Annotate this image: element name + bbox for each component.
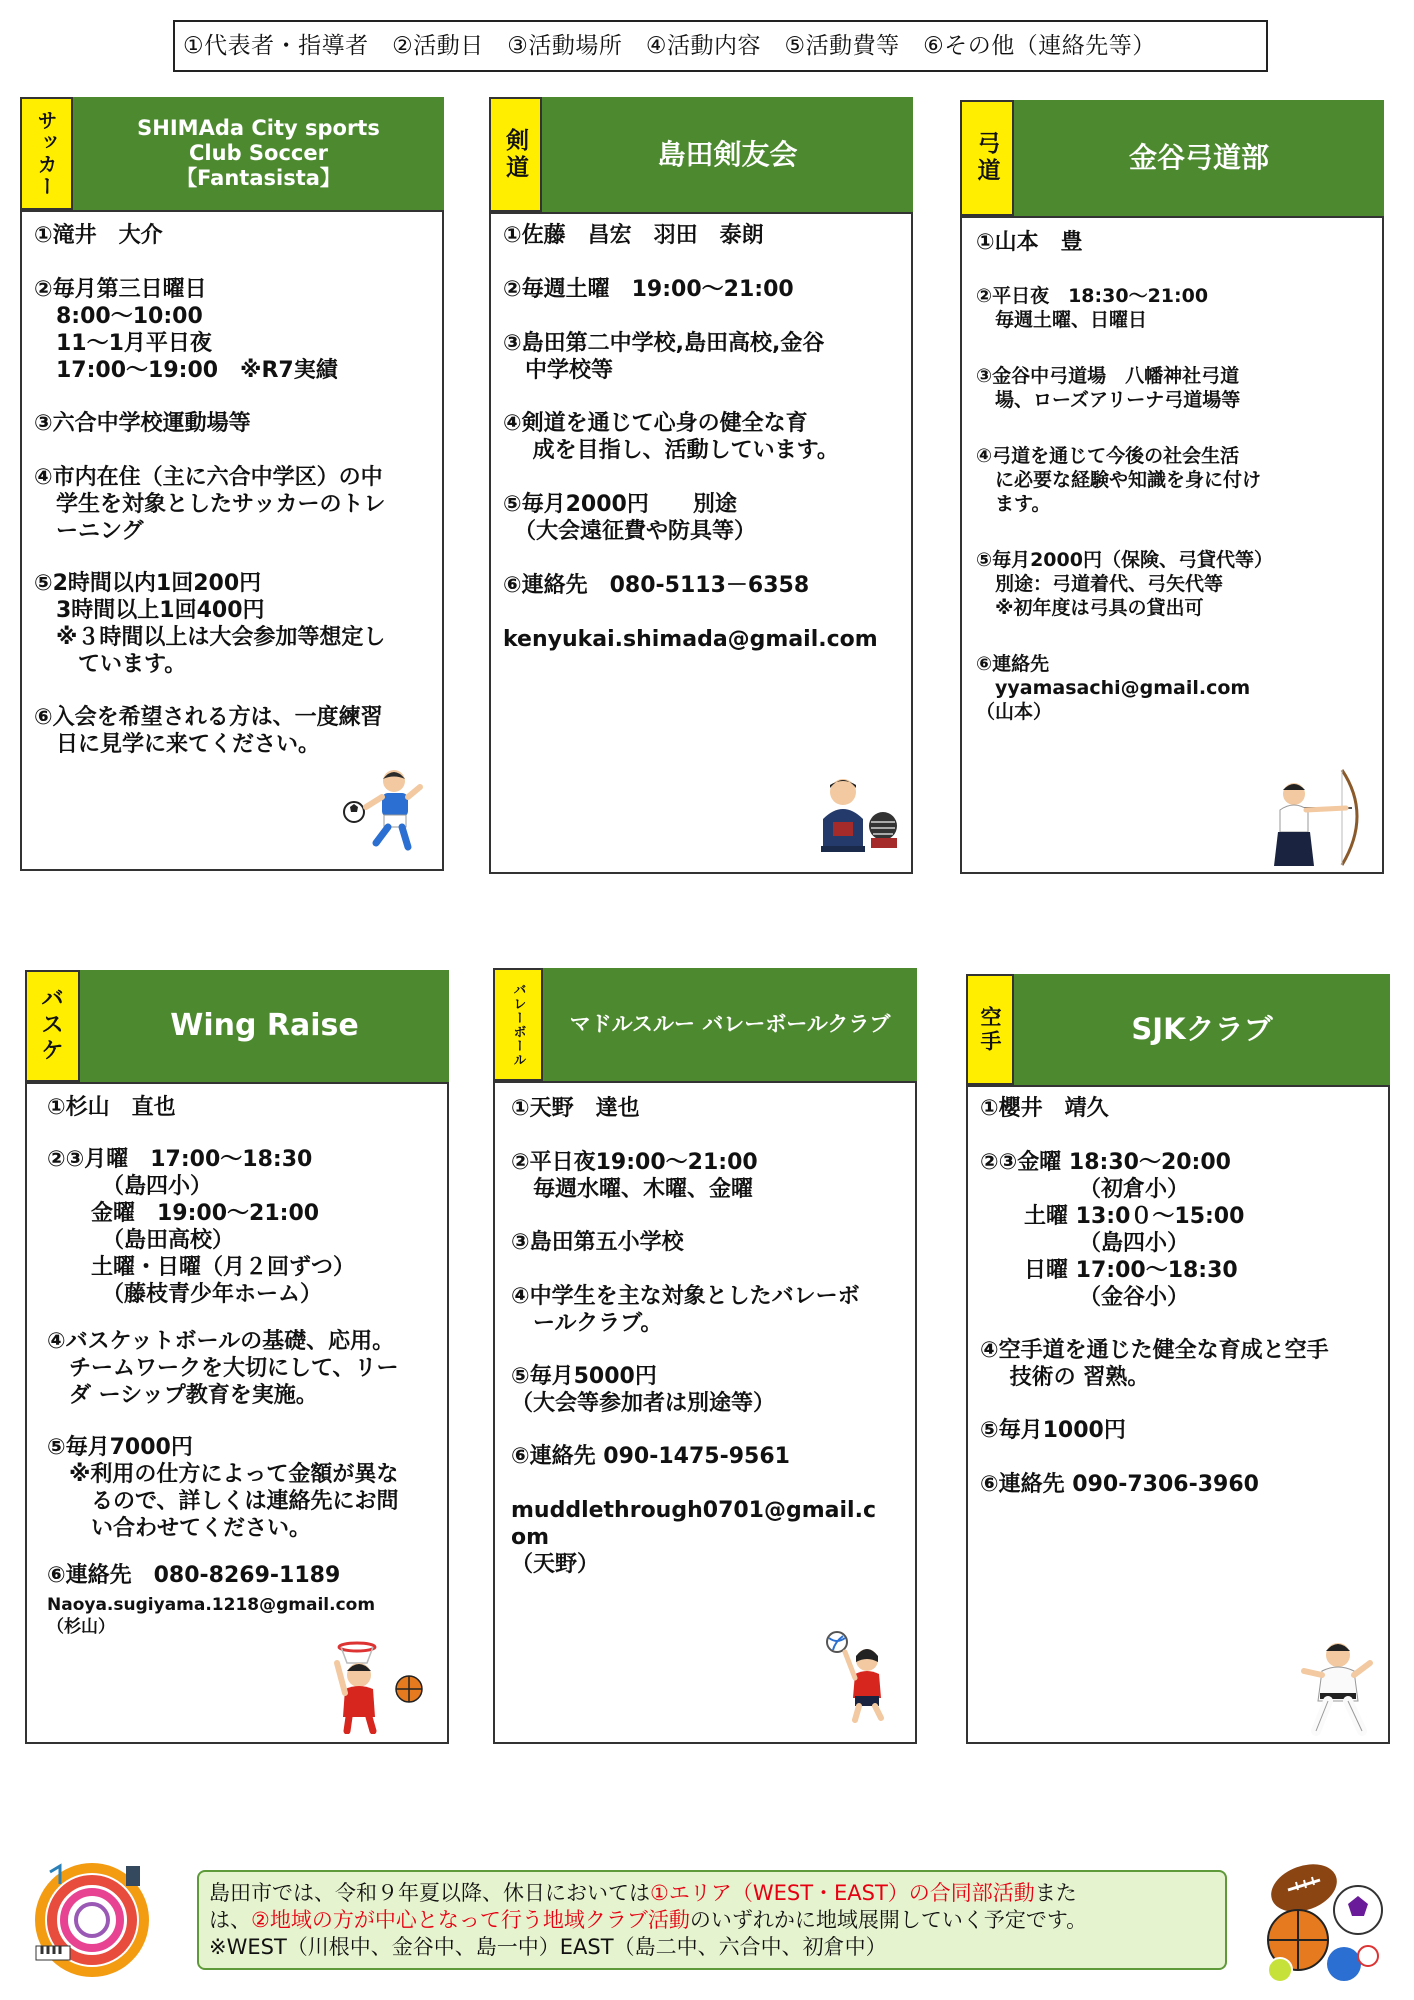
info-email: muddlethrough0701@gmail.c om （天野） [511,1498,876,1577]
info-contact: ⑥連絡先 090-7306-3960 [980,1472,1259,1497]
info-schedule: ②平日夜 18:30～21:00 毎週土曜、日曜日 [976,285,1209,331]
banner-line-3: ※WEST（川根中、金谷中、島一中）EAST（島二中、六合中、初倉中） [209,1935,887,1959]
info-representative: ①山本 豊 [976,230,1083,255]
club-title: 金谷弓道部 [1128,141,1269,175]
club-header [489,97,913,214]
legend-bar: ①代表者・指導者 ②活動日 ③活動場所 ④活動内容 ⑤活動費等 ⑥その他（連絡先等） [173,20,1268,72]
sport-tag: バスケ [25,970,80,1082]
basketball-player-icon [327,1639,427,1734]
info-place: ③六合中学校運動場等 [34,411,251,436]
club-title: Wing Raise [170,1008,359,1043]
info-fee: ⑤毎月2000円（保険、弓貸代等） 別途：弓道着代、弓矢代等 ※初年度は弓具の貸出可 [976,549,1273,619]
info-fee: ⑤毎月2000円 別途 （大会遠征費や防具等） [503,492,757,544]
info-schedule: ②毎月第三日曜日 8:00～10:00 11～1月平日夜 17:00～19:00 ※R7実績 [34,277,338,383]
info-representative: ①天野 達也 [511,1096,640,1121]
info-representative: ①佐藤 昌宏 羽田 泰朗 [503,223,764,248]
info-banner [197,1870,1227,1970]
info-other: ⑥入会を希望される方は、一度練習 日に見学に来てください。 [34,705,383,757]
club-card-soccer [20,97,444,871]
banner-text: のいずれかに地域展開していく予定です。 [689,1908,1088,1932]
info-fee: ⑤2時間以内1回200円 3時間以上1回400円 ※３時間以上は大会参加等想定し ています。 [34,571,386,677]
info-content: ④中学生を主な対象としたバレーボ ールクラブ。 [511,1284,860,1336]
banner-text: は、 [209,1908,251,1932]
club-title: マドルスルー バレーボールクラブ [569,1011,891,1036]
banner-line-2 [209,1907,1215,1934]
info-place: ③島田第五小学校 [511,1230,684,1255]
club-card-volleyball [493,968,917,1744]
info-contact: ⑥連絡先 090-1475-9561 [511,1444,790,1469]
info-content: ④空手道を通じた健全な育成と空手 技術の 習熟。 [980,1338,1329,1390]
sport-tag: サッカー [20,97,73,210]
club-header [25,970,449,1084]
club-card-karate [966,974,1390,1744]
info-contact: ⑥連絡先 080-5113－6358 [503,573,810,598]
club-body [493,1081,917,1744]
banner-line-1 [209,1880,1215,1907]
sport-tag: 弓道 [960,100,1014,216]
banner-text: また [1034,1881,1077,1905]
sport-tag: 空手 [966,974,1014,1085]
club-body [25,1082,449,1744]
club-header [20,97,444,212]
club-card-kyudo [960,100,1384,874]
info-contact: ⑥連絡先 yyamasachi@gmail.com （山本） [976,653,1251,723]
info-email: Naoya.sugiyama.1218@gmail.com （杉山） [47,1595,376,1637]
soccer-player-icon [342,767,432,857]
info-content: ④弓道を通じて今後の社会生活 に必要な経験や知識を身に付け ます。 [976,445,1262,515]
info-schedule: ②③月曜 17:00～18:30 （島四小） 金曜 19:00～21:00 （島田高校） 土曜・日曜（月２回ずつ） （藤枝青少年ホーム） [47,1147,356,1307]
info-representative: ①滝井 大介 [34,223,163,248]
club-body [20,210,444,871]
info-content: ④剣道を通じて心身の健全な育 成を目指し、活動しています。 [503,411,839,463]
sport-tag: 剣道 [489,97,542,212]
club-card-kendo [489,97,913,874]
info-fee: ⑤毎月7000円 ※利用の仕方によって金額が異な るので、詳しくは連絡先にお問 い合わせてください。 [47,1435,399,1541]
info-email: kenyukai.shimada@gmail.com [503,627,878,652]
club-header [966,974,1390,1087]
info-content: ④市内在住（主に六合中学区）の中 学生を対象としたサッカーのトレ ーニング [34,465,386,544]
club-body [966,1085,1390,1744]
sports-balls-icon [1258,1860,1386,1985]
club-title: SJKクラブ [1131,1012,1273,1047]
info-schedule: ②③金曜 18:30～20:00 （初倉小） 土曜 13:0０～15:00 （島四小） 日曜 17:00～18:30 （金谷小） [980,1150,1245,1310]
club-title: 島田剣友会 [657,137,798,171]
club-header [493,968,917,1083]
sport-tag: バレーボール [493,968,543,1081]
volleyball-player-icon [825,1628,905,1723]
info-place: ③島田第二中学校,島田高校,金谷 中学校等 [503,331,825,383]
info-schedule: ②平日夜19:00～21:00 毎週水曜、木曜、金曜 [511,1150,758,1202]
music-sports-logo-icon [30,1858,155,1983]
info-schedule: ②毎週土曜 19:00～21:00 [503,277,794,302]
karate-player-icon [1298,1637,1378,1737]
club-body [489,212,913,874]
info-fee: ⑤毎月5000円 （大会等参加者は別途等） [511,1364,776,1416]
kendo-player-icon [813,774,903,854]
club-card-basketball [25,970,449,1744]
info-place: ③金谷中弓道場 八幡神社弓道 場、ローズアリーナ弓道場等 [976,365,1241,411]
club-body [960,216,1384,874]
info-contact: ⑥連絡先 080-8269-1189 [47,1563,341,1588]
archer-icon [1262,768,1372,868]
banner-text: 島田市では、令和９年夏以降、休日においては [209,1881,650,1905]
info-content: ④バスケットボールの基礎、応用。 チームワークを大切にして、リー ダ ーシップ教育を実施。 [47,1329,399,1408]
banner-highlight: ①エリア（WEST・EAST）の合同部活動 [650,1881,1035,1905]
banner-highlight: ②地域の方が中心となって行う地域クラブ活動 [251,1908,690,1932]
club-title: SHIMAda City sports Club Soccer 【Fantasista】 [137,115,380,191]
info-fee: ⑤毎月1000円 [980,1418,1126,1443]
info-representative: ①杉山 直也 [47,1095,176,1120]
club-header [960,100,1384,218]
info-representative: ①櫻井 靖久 [980,1096,1109,1121]
